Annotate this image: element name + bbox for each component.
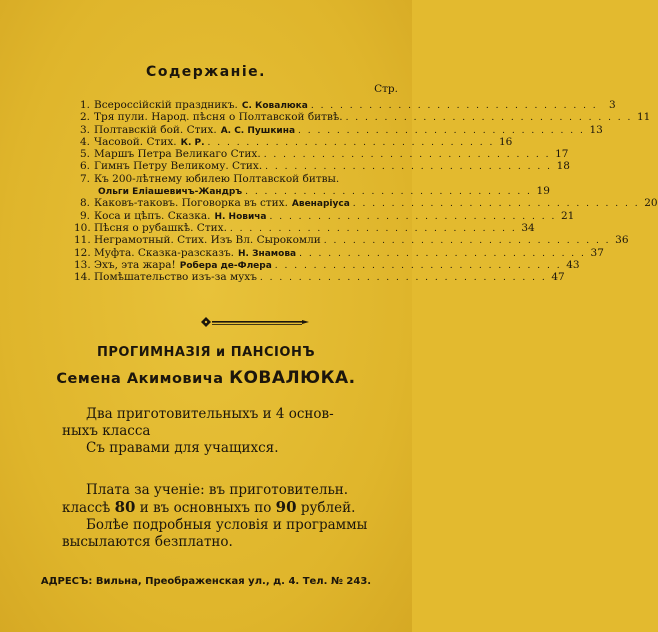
toc-page-number: 16 (498, 135, 513, 148)
toc-leader-dots: . . . . . . . . . . . . . . . . . . . . . . . . . . . . . . (323, 236, 611, 247)
toc-number: 14. (74, 271, 91, 284)
toc-row (74, 209, 575, 222)
toc-author: С. Ковалюка (241, 101, 308, 111)
toc-number: 1. (79, 99, 90, 111)
toc-title-text: Маршъ Петра Великаго Стих. (94, 148, 261, 161)
toc-leader-dots: . . . . . . . . . . . . . . . . . . . . . . . . . . . . . . (345, 113, 633, 124)
toc-number: 3. (79, 123, 90, 136)
toc-number: 6. (79, 160, 90, 173)
school-owner (0, 368, 412, 388)
toc-author: Н. Новича (214, 211, 267, 222)
toc-page-number: 37 (590, 246, 604, 259)
toc-leader-dots: . . . . . . . . . . . . . . . . . . . . . . . . . . . . . . (265, 162, 552, 173)
toc-row (74, 234, 629, 247)
toc-page-number: 17 (555, 148, 569, 161)
table-of-contents (74, 99, 658, 284)
fee-text: рублей. (300, 500, 356, 516)
toc-author: Ольги Еліашевичъ-Жандръ (98, 187, 243, 198)
toc-row (74, 173, 406, 185)
toc-page-number: 11 (637, 111, 651, 124)
toc-number: 7. (79, 172, 90, 185)
toc-title-text: Гимнъ Петру Великому. Стих. (94, 160, 263, 173)
toc-number: 9. (79, 209, 90, 222)
toc-number: 4. (79, 135, 90, 148)
toc-leader-dots: . . . . . . . . . . . . . . . . . . . . . . . . . . . . . . (352, 199, 640, 210)
toc-page-number: 34 (521, 221, 535, 234)
info-line: ныхъ класса (62, 423, 151, 439)
toc-number: 13. (74, 258, 91, 271)
toc-leader-dots: . . . . . . . . . . . . . . . . . . . . . . . . . . . . . . (298, 125, 585, 136)
owner-surname: КОВАЛЮКА. (229, 368, 356, 388)
toc-row (74, 148, 569, 161)
toc-author: К. Р. (180, 137, 205, 148)
toc-leader-dots: . . . . . . . . . . . . . . . . . . . . . . . . . . . . . . (207, 137, 495, 148)
toc-title-text: Всероссійскій праздникъ. (94, 99, 238, 111)
toc-leader-dots: . . . . . . . . . . . . . . . . . . . . . . . . . . . . . . (263, 150, 551, 161)
toc-leader-dots: . . . . . . . . . . . . . . . . . . . . . . . . . . . . . . (310, 101, 598, 111)
toc-title-text: Полтавскій бой. Стих. (94, 123, 217, 136)
toc-number: 2. (79, 111, 90, 124)
toc-title-text: Неграмотный. Стих. Изъ Вл. Сырокомли (94, 234, 321, 247)
toc-leader-dots: . . . . . . . . . . . . . . . . . . . . . . . . . . . . . . (299, 248, 586, 259)
info-fees (62, 482, 406, 551)
toc-page-number: 20 (644, 197, 658, 210)
info-line: Съ правами для учащихся. (86, 440, 279, 456)
toc-number: 10. (74, 221, 91, 234)
info-line: Два приготовительныхъ и 4 основ- (86, 406, 334, 422)
toc-page-number: 3 (608, 99, 616, 111)
toc-page-number: 13 (589, 123, 603, 136)
toc-row (74, 123, 603, 136)
toc-number: 12. (74, 246, 91, 259)
toc-title-text: Муфта. Сказка-разсказъ. (94, 246, 235, 259)
toc-leader-dots: . . . . . . . . . . . . . . . . . . . . . . . . . . . . . . (229, 223, 517, 234)
toc-title-text: Часовой. Стих. (94, 135, 177, 148)
toc-leader-dots: . . . . . . . . . . . . . . . . . . . . . . . . . . . . . . (269, 211, 557, 222)
fee-text: классѣ (62, 500, 111, 516)
fee-prep: 80 (114, 498, 136, 516)
toc-row (74, 221, 535, 234)
toc-row (74, 271, 565, 284)
toc-number: 5. (79, 148, 90, 161)
toc-leader-dots: . . . . . . . . . . . . . . . . . . . . . . . . . . . . . . (259, 273, 547, 284)
toc-title-text: Тря пули. Народ. пѣсня о Полтавской битвѣ. (94, 111, 343, 124)
fee-text: и въ основныхъ по (139, 500, 272, 516)
info-line: высылаются безплатно. (62, 534, 233, 550)
toc-number: 8. (79, 197, 90, 210)
toc-row (74, 99, 616, 111)
toc-author: Н. Знамова (238, 248, 297, 259)
toc-title-text: Къ 200-лѣтнему юбилею Полтавской битвы. (94, 172, 340, 185)
toc-row (74, 185, 550, 198)
owner-name: Семена Акимовича (56, 371, 224, 387)
toc-number: 11. (74, 234, 91, 247)
toc-title: Содержаніе. (146, 64, 266, 80)
toc-row (74, 246, 604, 259)
toc-page-number: 43 (566, 258, 580, 271)
toc-row (74, 160, 570, 173)
toc-page-number: 18 (556, 160, 570, 173)
ornament-divider (0, 315, 412, 329)
page-column-header: Стр. (374, 83, 398, 95)
toc-title-text: Коса и цѣпъ. Сказка. (94, 209, 211, 222)
toc-page-number: 36 (615, 234, 629, 247)
toc-title-text: Помѣшательство изъ-за мухъ (94, 271, 257, 284)
toc-author: Робера де-Флера (179, 260, 272, 271)
school-title: ПРОГИМНАЗІЯ и ПАНСІОНЪ (96, 345, 316, 360)
toc-title-text: Эхъ, эта жара! (94, 258, 176, 271)
toc-author: А. С. Пушкина (220, 125, 296, 136)
fee-main: 90 (275, 498, 297, 516)
toc-page-number: 19 (536, 185, 550, 198)
toc-author: Авенаріуса (291, 199, 350, 210)
toc-leader-dots: . . . . . . . . . . . . . . . . . . . . . . . . . . . . . . (274, 260, 562, 271)
toc-page-number: 47 (551, 271, 565, 284)
info-line: Плата за ученіе: въ приготовительн. (86, 482, 349, 498)
toc-row (74, 258, 580, 271)
info-line (62, 499, 406, 517)
toc-row (74, 111, 651, 124)
toc-page-number: 21 (560, 209, 575, 222)
toc-row (74, 135, 513, 148)
address: АДРЕСЪ: Вильна, Преображенская ул., д. 4. Тел. № 243. (40, 576, 372, 587)
toc-title-text: Пѣсня о рубашкѣ. Стих. (94, 221, 227, 234)
toc-leader-dots: . . . . . . . . . . . . . . . . . . . . . . . . . . . . . . (245, 187, 532, 198)
toc-title-text: Каковъ-таковъ. Поговорка въ стих. (94, 197, 288, 210)
info-classes (62, 406, 406, 457)
info-line: Болѣе подробныя условія и программы (86, 517, 368, 533)
toc-row (74, 197, 658, 210)
